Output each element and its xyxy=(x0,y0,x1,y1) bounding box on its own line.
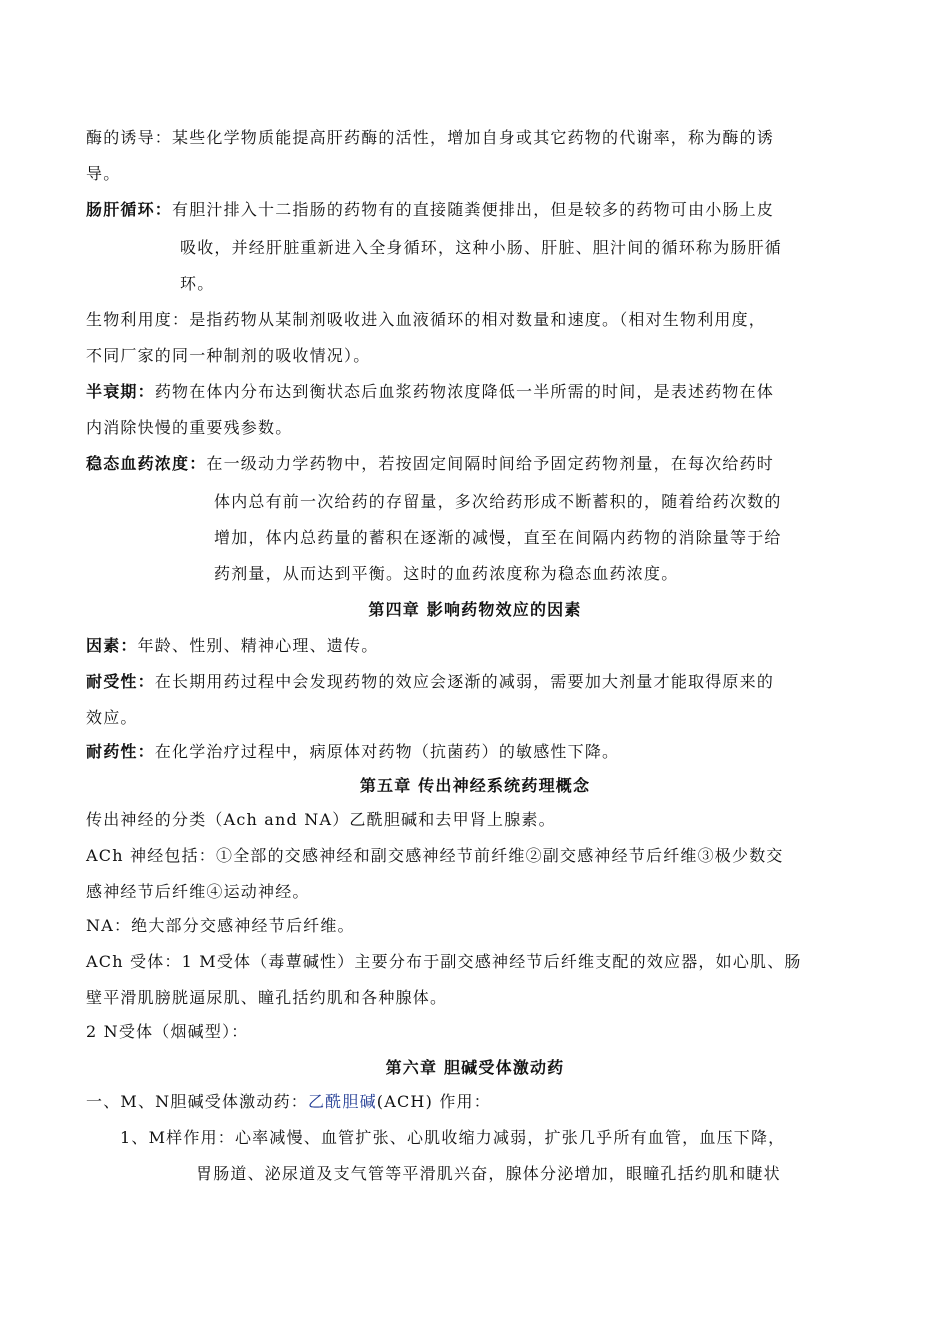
definition-line xyxy=(86,672,774,692)
text-line xyxy=(86,1092,491,1112)
chapter-heading: 第四章 影响药物效应的因素 xyxy=(368,600,582,619)
text-line: NA：绝大部分交感神经节后纤维。 xyxy=(86,916,355,935)
text-line: 吸收，并经肝脏重新进入全身循环，这种小肠、肝脏、胆汁间的循环称为肠肝循 xyxy=(180,238,783,257)
text-span: (ACH) 作用： xyxy=(376,1092,491,1111)
text-line: 增加，体内总药量的蓄积在逐渐的减慢，直至在间隔内药物的消除量等于给 xyxy=(214,528,782,547)
text-span: 在化学治疗过程中，病原体对药物（抗菌药）的敏感性下降。 xyxy=(154,742,620,761)
text-line: 内消除快慢的重要残参数。 xyxy=(86,418,293,437)
text-line: ACh 受体：1 M受体（毒蕈碱性）主要分布于副交感神经节后纤维支配的效应器，如心肌、肠 xyxy=(86,952,802,971)
drug-link[interactable]: 乙酰胆碱 xyxy=(307,1092,377,1111)
text-span: 在长期用药过程中会发现药物的效应会逐渐的减弱，需要加大剂量才能取得原来的 xyxy=(154,672,775,691)
definition-line xyxy=(86,742,619,762)
text-line: 2 N受体（烟碱型）： xyxy=(86,1022,249,1041)
text-span: 一、M、N胆碱受体激动药： xyxy=(86,1092,308,1111)
term-label: 肠肝循环： xyxy=(86,200,173,219)
text-line: 传出神经的分类（Ach and NA）乙酰胆碱和去甲肾上腺素。 xyxy=(86,810,556,829)
definition-line xyxy=(86,636,378,656)
text-line: 感神经节后纤维④运动神经。 xyxy=(86,882,310,901)
definition-line xyxy=(86,382,774,402)
text-span: 在一级动力学药物中，若按固定间隔时间给予固定药物剂量，在每次给药时 xyxy=(206,454,775,473)
term-label: 耐药性： xyxy=(86,742,155,761)
chapter-heading: 第五章 传出神经系统药理概念 xyxy=(359,776,591,795)
text-line: 导。 xyxy=(86,164,121,183)
text-line: 生物利用度：是指药物从某制剂吸收进入血液循环的相对数量和速度。（相对生物利用度， xyxy=(86,310,767,329)
text-line: 不同厂家的同一种制剂的吸收情况）。 xyxy=(86,346,371,365)
term-label: 半衰期： xyxy=(86,382,155,401)
definition-line xyxy=(86,200,774,220)
chapter-heading: 第六章 胆碱受体激动药 xyxy=(385,1058,565,1077)
text-line: 环。 xyxy=(180,274,215,293)
text-line: 酶的诱导：某些化学物质能提高肝药酶的活性，增加自身或其它药物的代谢率，称为酶的诱 xyxy=(86,128,775,147)
term-label: 稳态血药浓度： xyxy=(86,454,207,473)
text-span: 年龄、性别、精神心理、遗传。 xyxy=(137,636,379,655)
term-label: 耐受性： xyxy=(86,672,155,691)
text-span: 有胆汁排入十二指肠的药物有的直接随粪便排出，但是较多的药物可由小肠上皮 xyxy=(172,200,775,219)
text-line: 壁平滑肌膀胱逼尿肌、瞳孔括约肌和各种腺体。 xyxy=(86,988,448,1007)
text-line: ACh 神经包括：①全部的交感神经和副交感神经节前纤维②副交感神经节后纤维③极少数交 xyxy=(86,846,784,865)
definition-line xyxy=(86,454,774,474)
term-label: 因素： xyxy=(86,636,138,655)
text-span: 药物在体内分布达到衡状态后血浆药物浓度降低一半所需的时间，是表述药物在体 xyxy=(154,382,775,401)
text-line: 药剂量，从而达到平衡。这时的血药浓度称为稳态血药浓度。 xyxy=(214,564,679,583)
text-line: 1、M样作用：心率减慢、血管扩张、心肌收缩力减弱，扩张几乎所有血管，血压下降， xyxy=(120,1128,786,1147)
text-line: 效应。 xyxy=(86,708,138,727)
text-line: 体内总有前一次给药的存留量，多次给药形成不断蓄积的，随着给药次数的 xyxy=(214,492,782,511)
text-line: 胃肠道、泌尿道及支气管等平滑肌兴奋，腺体分泌增加，眼瞳孔括约肌和睫状 xyxy=(196,1164,781,1183)
